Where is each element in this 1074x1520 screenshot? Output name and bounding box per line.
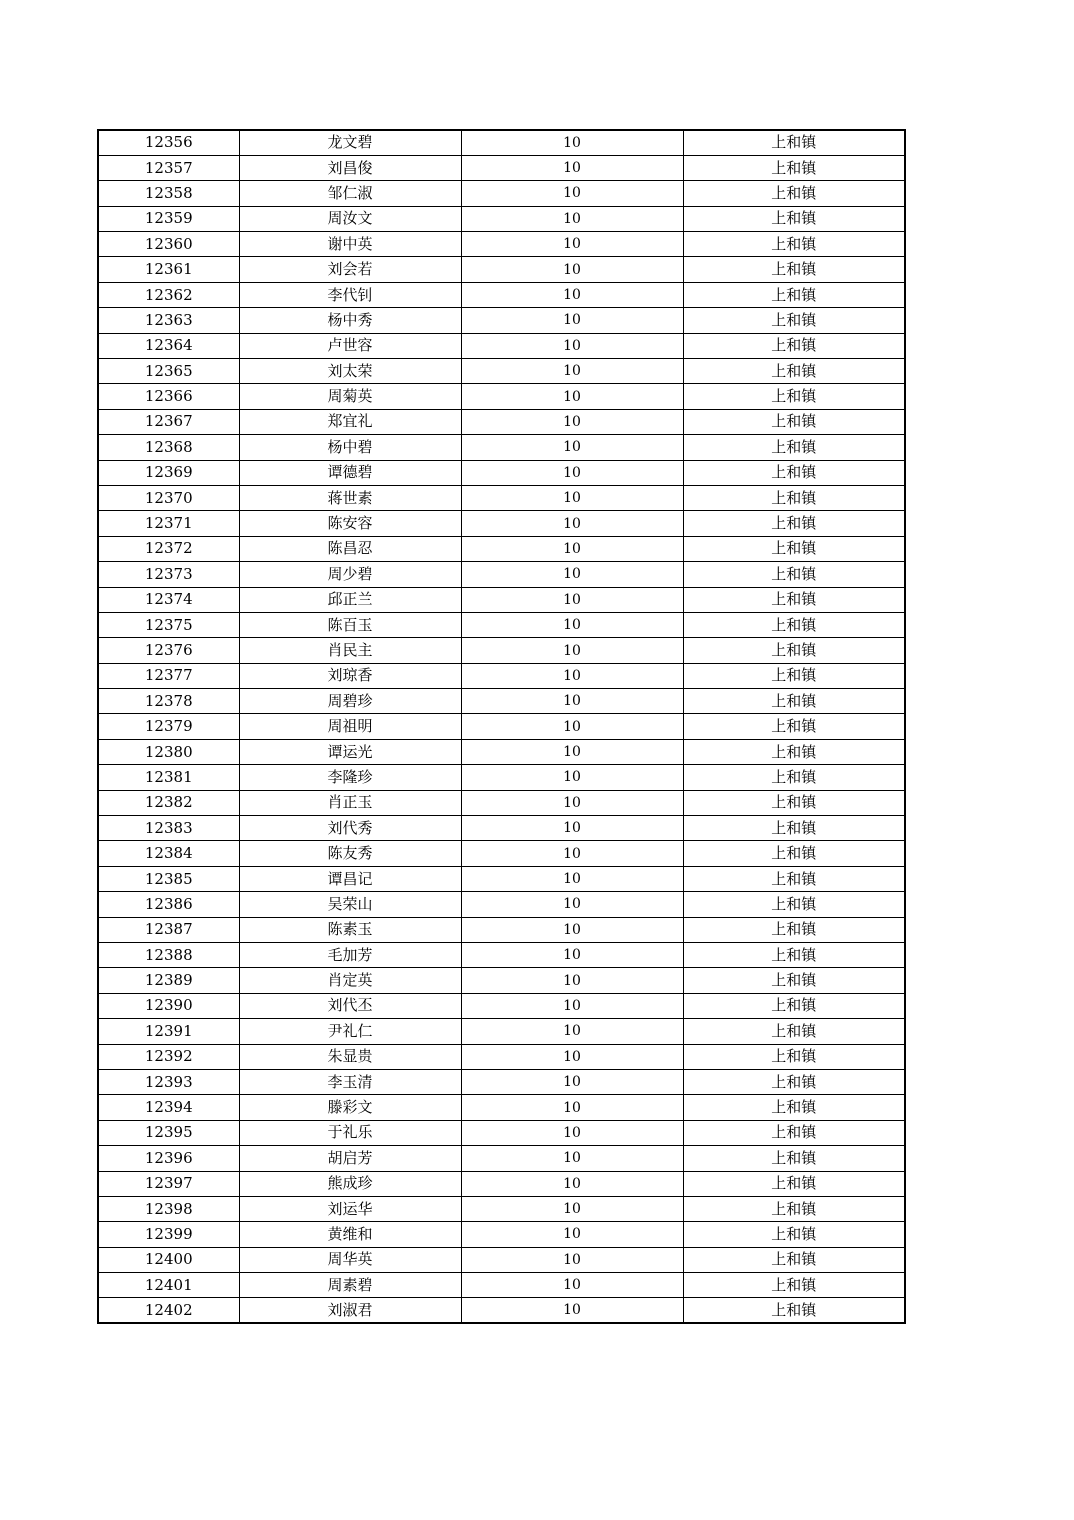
cell-name: 毛加芳 <box>239 943 461 968</box>
cell-town: 上和镇 <box>683 917 905 942</box>
cell-name: 刘代秀 <box>239 816 461 841</box>
cell-town: 上和镇 <box>683 485 905 510</box>
cell-number: 12379 <box>98 714 239 739</box>
cell-town: 上和镇 <box>683 1196 905 1221</box>
table-row <box>98 485 905 510</box>
cell-town: 上和镇 <box>683 536 905 561</box>
table-row <box>98 917 905 942</box>
cell-value: 10 <box>461 1298 683 1323</box>
cell-town: 上和镇 <box>683 232 905 257</box>
table-row <box>98 359 905 384</box>
cell-number: 12390 <box>98 993 239 1018</box>
cell-value: 10 <box>461 1171 683 1196</box>
table-row <box>98 511 905 536</box>
cell-name: 蒋世素 <box>239 485 461 510</box>
cell-number: 12374 <box>98 587 239 612</box>
cell-town: 上和镇 <box>683 943 905 968</box>
cell-value: 10 <box>461 993 683 1018</box>
cell-town: 上和镇 <box>683 384 905 409</box>
roster-table <box>97 129 906 1324</box>
cell-town: 上和镇 <box>683 1019 905 1044</box>
cell-value: 10 <box>461 1019 683 1044</box>
cell-number: 12385 <box>98 866 239 891</box>
cell-value: 10 <box>461 384 683 409</box>
cell-name: 吴荣山 <box>239 892 461 917</box>
cell-name: 陈昌忍 <box>239 536 461 561</box>
cell-value: 10 <box>461 765 683 790</box>
cell-number: 12369 <box>98 460 239 485</box>
table-row <box>98 739 905 764</box>
cell-name: 肖正玉 <box>239 790 461 815</box>
cell-value: 10 <box>461 562 683 587</box>
cell-town: 上和镇 <box>683 689 905 714</box>
cell-number: 12402 <box>98 1298 239 1323</box>
table-row <box>98 384 905 409</box>
table-row <box>98 993 905 1018</box>
cell-name: 周华英 <box>239 1247 461 1272</box>
table-row <box>98 866 905 891</box>
cell-number: 12392 <box>98 1044 239 1069</box>
table-row <box>98 765 905 790</box>
cell-name: 于礼乐 <box>239 1120 461 1145</box>
cell-town: 上和镇 <box>683 181 905 206</box>
cell-number: 12376 <box>98 638 239 663</box>
cell-town: 上和镇 <box>683 968 905 993</box>
cell-number: 12365 <box>98 359 239 384</box>
cell-name: 刘昌俊 <box>239 155 461 180</box>
cell-number: 12356 <box>98 130 239 155</box>
table-row <box>98 130 905 155</box>
cell-value: 10 <box>461 612 683 637</box>
cell-name: 刘会若 <box>239 257 461 282</box>
cell-town: 上和镇 <box>683 1273 905 1298</box>
cell-value: 10 <box>461 333 683 358</box>
cell-value: 10 <box>461 1044 683 1069</box>
cell-number: 12370 <box>98 485 239 510</box>
table-row <box>98 1146 905 1171</box>
table-row <box>98 1298 905 1323</box>
cell-name: 谭德碧 <box>239 460 461 485</box>
cell-number: 12400 <box>98 1247 239 1272</box>
cell-value: 10 <box>461 1196 683 1221</box>
cell-number: 12384 <box>98 841 239 866</box>
cell-value: 10 <box>461 1273 683 1298</box>
cell-town: 上和镇 <box>683 866 905 891</box>
table-row <box>98 790 905 815</box>
cell-town: 上和镇 <box>683 359 905 384</box>
cell-name: 胡启芳 <box>239 1146 461 1171</box>
cell-town: 上和镇 <box>683 562 905 587</box>
table-row <box>98 536 905 561</box>
cell-value: 10 <box>461 1120 683 1145</box>
cell-name: 谢中英 <box>239 232 461 257</box>
table-row <box>98 1273 905 1298</box>
cell-value: 10 <box>461 409 683 434</box>
cell-number: 12389 <box>98 968 239 993</box>
cell-number: 12362 <box>98 282 239 307</box>
cell-town: 上和镇 <box>683 841 905 866</box>
cell-value: 10 <box>461 866 683 891</box>
cell-town: 上和镇 <box>683 790 905 815</box>
cell-name: 刘运华 <box>239 1196 461 1221</box>
cell-name: 刘代丕 <box>239 993 461 1018</box>
table-row <box>98 1019 905 1044</box>
cell-value: 10 <box>461 1095 683 1120</box>
table-row <box>98 232 905 257</box>
cell-number: 12394 <box>98 1095 239 1120</box>
table-row <box>98 689 905 714</box>
cell-value: 10 <box>461 968 683 993</box>
cell-number: 12395 <box>98 1120 239 1145</box>
cell-name: 尹礼仁 <box>239 1019 461 1044</box>
cell-name: 刘太荣 <box>239 359 461 384</box>
cell-number: 12393 <box>98 1069 239 1094</box>
cell-name: 滕彩文 <box>239 1095 461 1120</box>
cell-number: 12396 <box>98 1146 239 1171</box>
cell-number: 12381 <box>98 765 239 790</box>
table-row <box>98 612 905 637</box>
cell-name: 肖定英 <box>239 968 461 993</box>
cell-name: 周汝文 <box>239 206 461 231</box>
cell-town: 上和镇 <box>683 511 905 536</box>
cell-name: 杨中秀 <box>239 308 461 333</box>
cell-value: 10 <box>461 638 683 663</box>
cell-value: 10 <box>461 282 683 307</box>
cell-number: 12373 <box>98 562 239 587</box>
cell-number: 12371 <box>98 511 239 536</box>
cell-name: 黄维和 <box>239 1222 461 1247</box>
cell-town: 上和镇 <box>683 1069 905 1094</box>
cell-number: 12382 <box>98 790 239 815</box>
table-row <box>98 663 905 688</box>
cell-value: 10 <box>461 485 683 510</box>
cell-name: 郑宜礼 <box>239 409 461 434</box>
cell-value: 10 <box>461 460 683 485</box>
cell-number: 12360 <box>98 232 239 257</box>
cell-value: 10 <box>461 511 683 536</box>
table-row <box>98 1222 905 1247</box>
cell-town: 上和镇 <box>683 1044 905 1069</box>
cell-town: 上和镇 <box>683 739 905 764</box>
cell-town: 上和镇 <box>683 612 905 637</box>
cell-value: 10 <box>461 536 683 561</box>
cell-name: 邹仁淑 <box>239 181 461 206</box>
cell-name: 周祖明 <box>239 714 461 739</box>
cell-town: 上和镇 <box>683 816 905 841</box>
table-row <box>98 1069 905 1094</box>
cell-name: 龙文碧 <box>239 130 461 155</box>
cell-town: 上和镇 <box>683 460 905 485</box>
cell-town: 上和镇 <box>683 587 905 612</box>
cell-name: 李代钊 <box>239 282 461 307</box>
cell-town: 上和镇 <box>683 333 905 358</box>
cell-name: 熊成珍 <box>239 1171 461 1196</box>
cell-value: 10 <box>461 587 683 612</box>
cell-name: 周少碧 <box>239 562 461 587</box>
cell-number: 12380 <box>98 739 239 764</box>
cell-town: 上和镇 <box>683 130 905 155</box>
cell-number: 12401 <box>98 1273 239 1298</box>
cell-value: 10 <box>461 155 683 180</box>
cell-number: 12368 <box>98 435 239 460</box>
cell-name: 周碧珍 <box>239 689 461 714</box>
roster-body <box>98 130 905 1323</box>
table-row <box>98 435 905 460</box>
cell-value: 10 <box>461 816 683 841</box>
table-row <box>98 1044 905 1069</box>
table-row <box>98 1196 905 1221</box>
table-row <box>98 206 905 231</box>
table-row <box>98 816 905 841</box>
table-row <box>98 1247 905 1272</box>
cell-value: 10 <box>461 1146 683 1171</box>
cell-value: 10 <box>461 435 683 460</box>
table-row <box>98 638 905 663</box>
cell-value: 10 <box>461 790 683 815</box>
cell-number: 12364 <box>98 333 239 358</box>
cell-town: 上和镇 <box>683 155 905 180</box>
cell-number: 12366 <box>98 384 239 409</box>
cell-town: 上和镇 <box>683 1146 905 1171</box>
table-row <box>98 181 905 206</box>
cell-number: 12399 <box>98 1222 239 1247</box>
cell-name: 陈安容 <box>239 511 461 536</box>
table-row <box>98 333 905 358</box>
cell-name: 谭昌记 <box>239 866 461 891</box>
table-row <box>98 460 905 485</box>
cell-town: 上和镇 <box>683 1222 905 1247</box>
cell-value: 10 <box>461 1247 683 1272</box>
table-row <box>98 1171 905 1196</box>
table-row <box>98 968 905 993</box>
cell-number: 12367 <box>98 409 239 434</box>
cell-town: 上和镇 <box>683 1095 905 1120</box>
cell-town: 上和镇 <box>683 435 905 460</box>
cell-name: 李玉清 <box>239 1069 461 1094</box>
cell-value: 10 <box>461 739 683 764</box>
cell-name: 周菊英 <box>239 384 461 409</box>
cell-town: 上和镇 <box>683 308 905 333</box>
cell-number: 12397 <box>98 1171 239 1196</box>
cell-name: 肖民主 <box>239 638 461 663</box>
cell-town: 上和镇 <box>683 765 905 790</box>
cell-name: 邱正兰 <box>239 587 461 612</box>
cell-number: 12375 <box>98 612 239 637</box>
table-row <box>98 892 905 917</box>
table-row <box>98 841 905 866</box>
cell-value: 10 <box>461 841 683 866</box>
cell-number: 12357 <box>98 155 239 180</box>
cell-value: 10 <box>461 714 683 739</box>
cell-value: 10 <box>461 917 683 942</box>
table-row <box>98 943 905 968</box>
cell-value: 10 <box>461 1069 683 1094</box>
cell-name: 周素碧 <box>239 1273 461 1298</box>
cell-town: 上和镇 <box>683 257 905 282</box>
cell-name: 卢世容 <box>239 333 461 358</box>
cell-number: 12377 <box>98 663 239 688</box>
cell-town: 上和镇 <box>683 1120 905 1145</box>
cell-value: 10 <box>461 206 683 231</box>
cell-value: 10 <box>461 1222 683 1247</box>
cell-value: 10 <box>461 359 683 384</box>
cell-number: 12388 <box>98 943 239 968</box>
cell-number: 12387 <box>98 917 239 942</box>
cell-number: 12361 <box>98 257 239 282</box>
cell-number: 12378 <box>98 689 239 714</box>
table-row <box>98 282 905 307</box>
cell-town: 上和镇 <box>683 663 905 688</box>
cell-town: 上和镇 <box>683 206 905 231</box>
cell-number: 12372 <box>98 536 239 561</box>
cell-town: 上和镇 <box>683 1171 905 1196</box>
cell-name: 陈素玉 <box>239 917 461 942</box>
cell-town: 上和镇 <box>683 638 905 663</box>
cell-value: 10 <box>461 308 683 333</box>
table-row <box>98 308 905 333</box>
cell-number: 12363 <box>98 308 239 333</box>
cell-value: 10 <box>461 257 683 282</box>
table-row <box>98 1120 905 1145</box>
cell-name: 刘琼香 <box>239 663 461 688</box>
cell-town: 上和镇 <box>683 892 905 917</box>
cell-name: 陈百玉 <box>239 612 461 637</box>
cell-number: 12386 <box>98 892 239 917</box>
cell-value: 10 <box>461 689 683 714</box>
table-row <box>98 587 905 612</box>
cell-value: 10 <box>461 663 683 688</box>
table-row <box>98 257 905 282</box>
cell-number: 12398 <box>98 1196 239 1221</box>
cell-value: 10 <box>461 943 683 968</box>
cell-value: 10 <box>461 181 683 206</box>
table-row <box>98 155 905 180</box>
cell-value: 10 <box>461 232 683 257</box>
cell-name: 李隆珍 <box>239 765 461 790</box>
table-row <box>98 562 905 587</box>
cell-number: 12359 <box>98 206 239 231</box>
cell-number: 12383 <box>98 816 239 841</box>
cell-name: 朱显贵 <box>239 1044 461 1069</box>
table-row <box>98 1095 905 1120</box>
cell-name: 刘淑君 <box>239 1298 461 1323</box>
cell-town: 上和镇 <box>683 993 905 1018</box>
table-row <box>98 409 905 434</box>
cell-number: 12358 <box>98 181 239 206</box>
cell-value: 10 <box>461 130 683 155</box>
table-row <box>98 714 905 739</box>
cell-town: 上和镇 <box>683 409 905 434</box>
cell-name: 谭运光 <box>239 739 461 764</box>
cell-town: 上和镇 <box>683 1247 905 1272</box>
cell-number: 12391 <box>98 1019 239 1044</box>
cell-name: 陈友秀 <box>239 841 461 866</box>
cell-town: 上和镇 <box>683 1298 905 1323</box>
cell-town: 上和镇 <box>683 282 905 307</box>
cell-name: 杨中碧 <box>239 435 461 460</box>
cell-value: 10 <box>461 892 683 917</box>
cell-town: 上和镇 <box>683 714 905 739</box>
